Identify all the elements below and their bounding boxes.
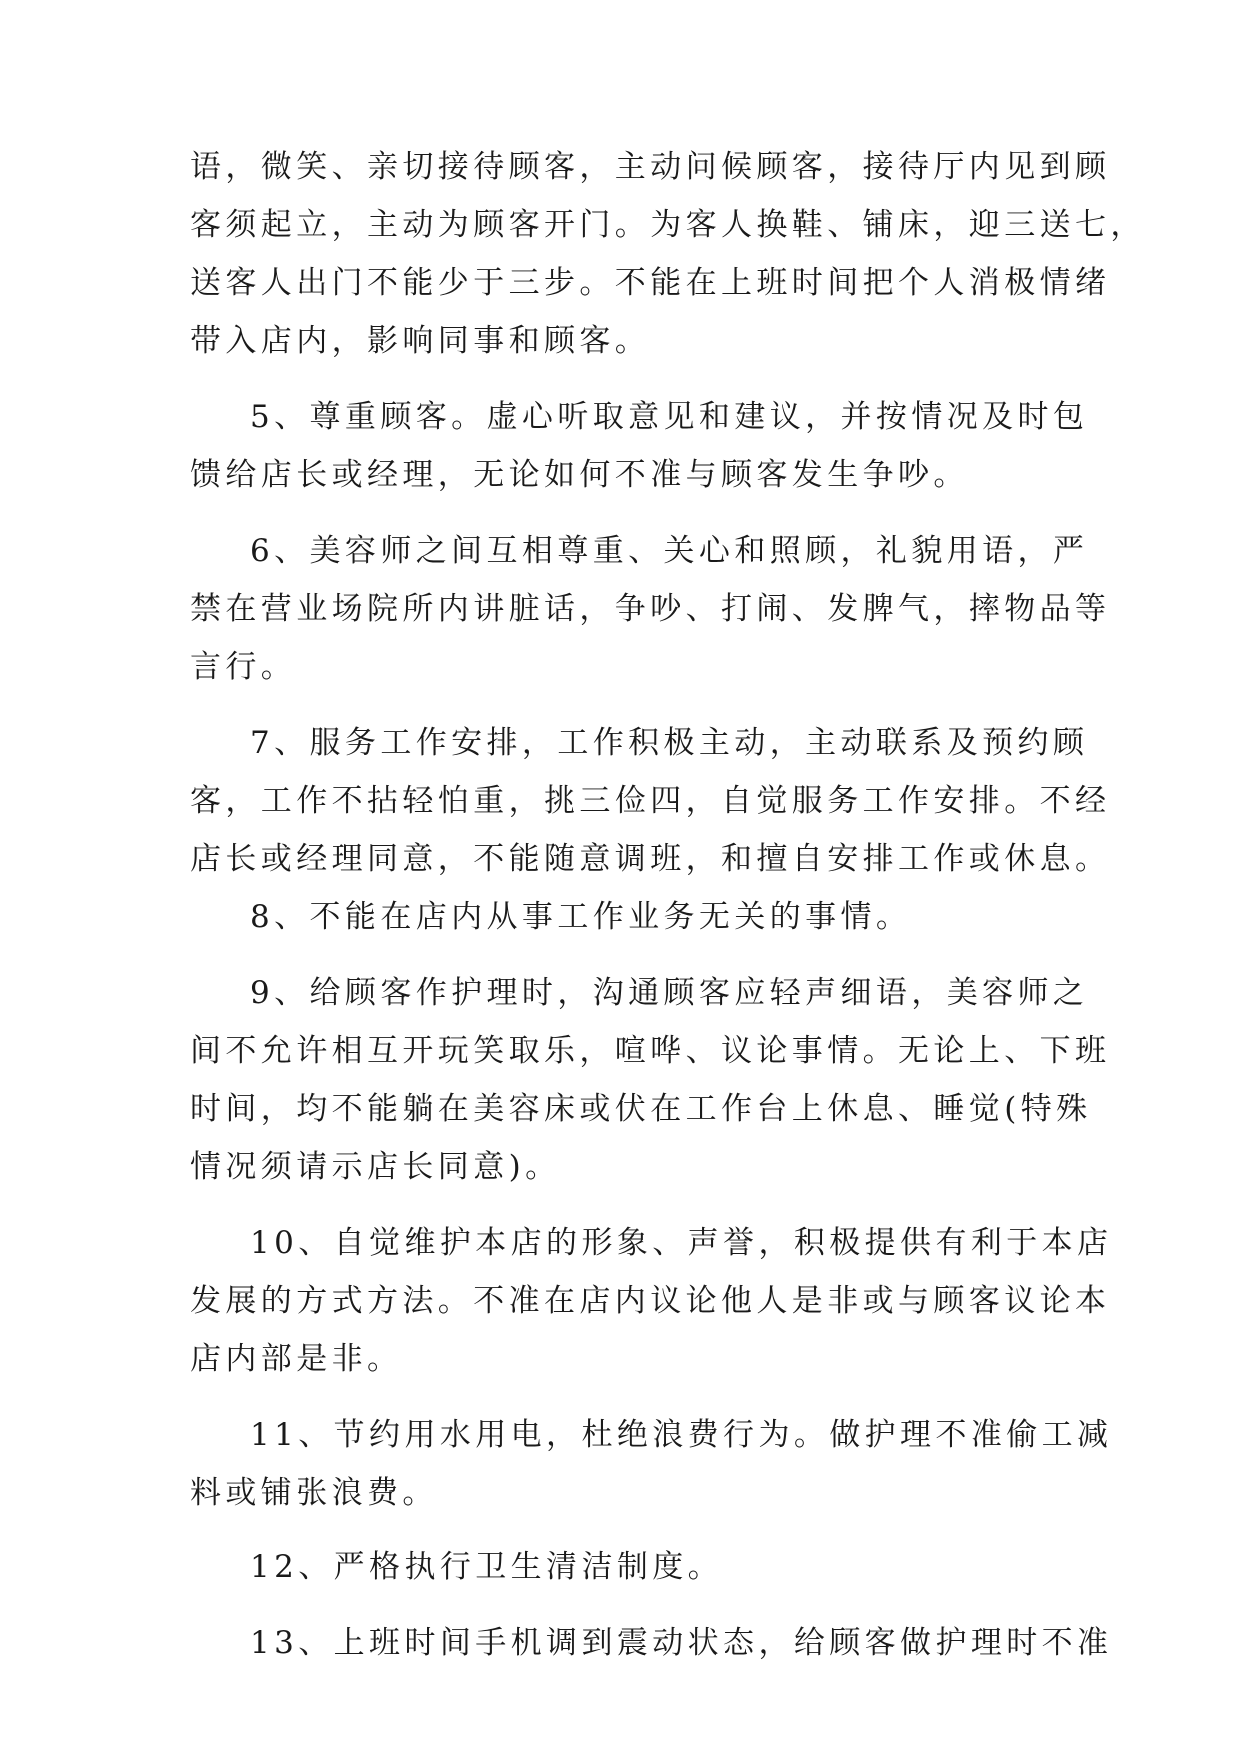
text-line: 语，微笑、亲切接待顾客，主动问候顾客，接待厅内见到顾 <box>190 149 1111 185</box>
paragraph-5-line: 5、尊重顾客。虚心听取意见和建议，并按情况及时包 <box>250 399 1089 435</box>
paragraph-8-line: 8、不能在店内从事工作业务无关的事情。 <box>250 899 912 935</box>
paragraph-7-line: 7、服务工作安排，工作积极主动，主动联系及预约顾 <box>250 725 1089 761</box>
text-line: 馈给店长或经理，无论如何不准与顾客发生争吵。 <box>190 457 969 493</box>
text-line: 发展的方式方法。不准在店内议论他人是非或与顾客议论本 <box>190 1283 1111 1319</box>
text-line: 言行。 <box>190 649 297 685</box>
text-line: 店长或经理同意，不能随意调班，和擅自安排工作或休息。 <box>190 841 1111 877</box>
text-line: 料或铺张浪费。 <box>190 1475 438 1511</box>
text-line: 客须起立，主动为顾客开门。为客人换鞋、铺床，迎三送七， <box>190 207 1146 243</box>
text-line: 客，工作不拈轻怕重，挑三俭四，自觉服务工作安排。不经 <box>190 783 1111 819</box>
paragraph-6-line: 6、美容师之间互相尊重、关心和照顾，礼貌用语，严 <box>250 533 1089 569</box>
text-line: 禁在营业场院所内讲脏话，争吵、打闹、发脾气，摔物品等 <box>190 591 1111 627</box>
text-line: 情况须请示店长同意)。 <box>190 1149 561 1185</box>
text-line: 带入店内，影响同事和顾客。 <box>190 323 651 359</box>
text-line: 时间，均不能躺在美容床或伏在工作台上休息、睡觉(特殊 <box>190 1091 1092 1127</box>
text-line: 店内部是非。 <box>190 1341 403 1377</box>
text-line: 送客人出门不能少于三步。不能在上班时间把个人消极情绪 <box>190 265 1111 301</box>
paragraph-10-line: 10、自觉维护本店的形象、声誉，积极提供有利于本店 <box>250 1225 1113 1261</box>
paragraph-9-line: 9、给顾客作护理时，沟通顾客应轻声细语，美容师之 <box>250 975 1089 1011</box>
text-line: 间不允许相互开玩笑取乐，喧哗、议论事情。无论上、下班 <box>190 1033 1111 1069</box>
paragraph-11-line: 11、节约用水用电，杜绝浪费行为。做护理不准偷工减 <box>250 1417 1113 1453</box>
paragraph-12-line: 12、严格执行卫生清洁制度。 <box>250 1549 724 1585</box>
paragraph-13-line: 13、上班时间手机调到震动状态，给顾客做护理时不准 <box>250 1625 1113 1661</box>
